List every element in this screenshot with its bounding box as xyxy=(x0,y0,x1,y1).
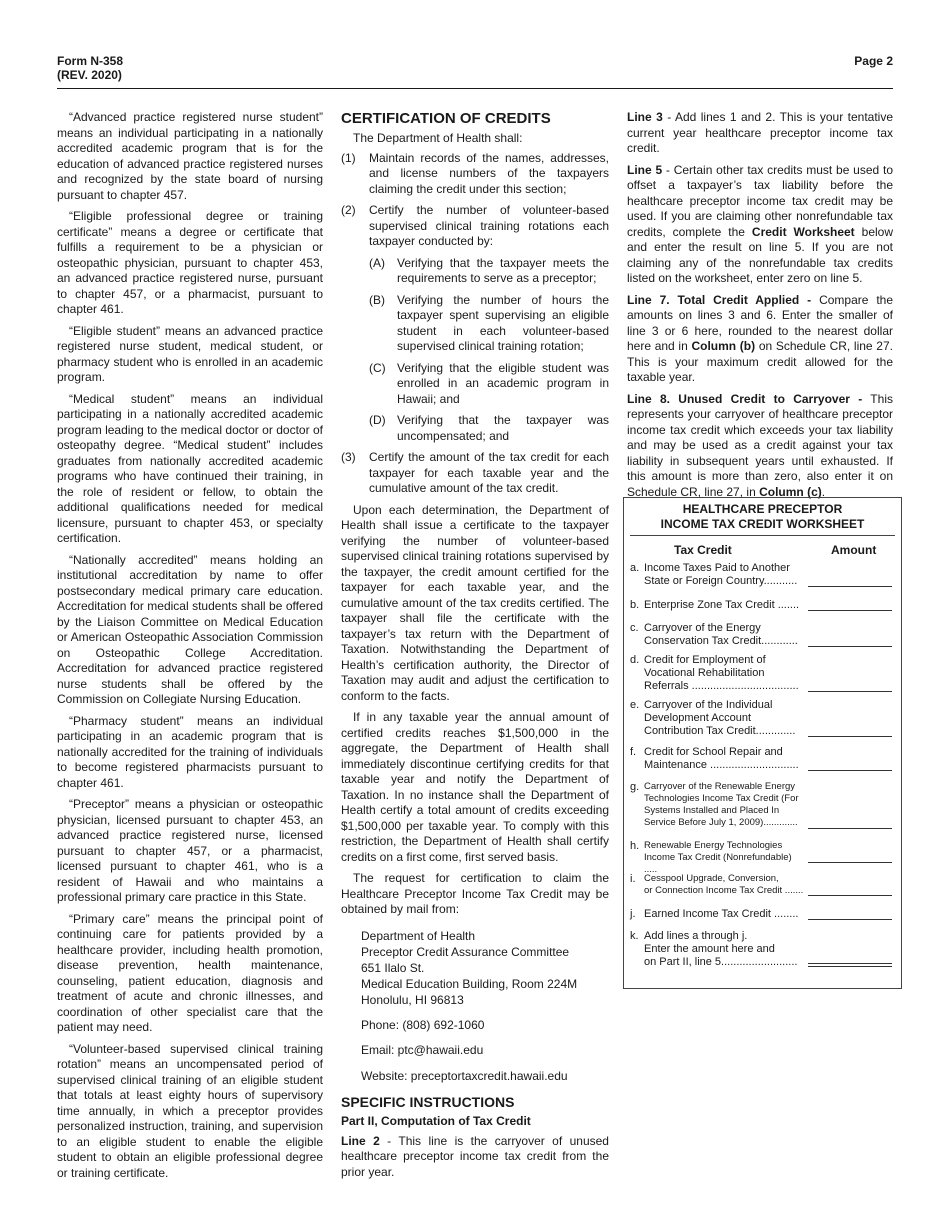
contact-phone: Phone: (808) 692-1060 xyxy=(361,1017,485,1032)
list-item: (3) Certify the amount of the tax credit for each taxpayer for each taxable year and the cumulative amount of the tax credit. xyxy=(341,450,609,495)
definition-paragraph: “Eligible student” means an advanced practice registered nurse student, medical student, or pharmacy student who is enrolled in an academic program. xyxy=(57,323,323,384)
credit-worksheet: HEALTHCARE PRECEPTOR INCOME TAX CREDIT WORKSHEET Tax Credit Amount a. Income Taxes Paid to Another State or Foreign Country........... b. Enterprise Zone Tax Credit ....... c. Carryover of the Energy Conservation Tax Credit............ d. Credit for Employment of Vocational Rehabilitation Referrals ................................... e. Carryover of the Individual Development Account Contribution Tax Credit............. f. Credit for School Repair and Maintenance ............................. g. Carryover of the Renewable Energy Technologies Income Tax Credit (For Systems Installed and Placed In Service Before July 1, 2009)............. h. Renewable Energy Technologies Income Tax Credit (Nonrefundable) ..... i. Cesspool Upgrade, Conversion, or Connection Income Tax Credit ....... j. Earned Income Tax Credit ........ k. Add lines a through j. Enter the amount here and on Part II, line 5......................... xyxy=(623,497,902,989)
certification-paragraph: If in any taxable year the annual amount of certified credits reaches $1,500,000 in the aggregate, the Department of Health shall immediately discontinue certifying credits for that taxable year and notify the Department of Taxation. In no instance shall the Department of Health certify a total amount of credits exceeding $1,500,000 per taxable year. To comply with this restriction, the Department of Health shall certify credits on a first come, first served basis. xyxy=(341,710,609,864)
specific-instructions-title: SPECIFIC INSTRUCTIONS xyxy=(341,1094,515,1110)
amount-field[interactable] xyxy=(808,736,892,737)
total-amount-field[interactable] xyxy=(808,963,892,964)
sub-list-item: (C) Verifying that the eligible student was enrolled in an academic program in Hawaii; and xyxy=(369,360,609,406)
definition-paragraph: “Medical student” means an individual participating in a nationally accredited academic program leading to the medical doctor or doctor of osteopathy degree. “Medical student” includes graduates from nationally accredited academic programs who have continued their training, in the role of resident or fellow, to obtain the additional qualifications needed for medical licensure, pursuant to chapter 453, or specialty certification. xyxy=(57,391,323,545)
header-rule xyxy=(57,88,893,89)
sub-list-item: (D) Verifying that the taxpayer was uncompensated; and xyxy=(369,413,609,443)
certification-title: CERTIFICATION OF CREDITS xyxy=(341,110,551,127)
certification-intro: The Department of Health shall: xyxy=(353,131,523,145)
form-revision: (REV. 2020) xyxy=(57,68,122,82)
line2-instruction: Line 2 - This line is the carryover of unused healthcare preceptor income tax credit from the prior year. xyxy=(341,1133,609,1179)
line5-instruction: Line 5 - Certain other tax credits must be used to offset a taxpayer’s tax liability before the healthcare preceptor income tax credit may be used. If you are claiming other nonrefundable tax credits, complete the Credit Worksheet below and enter the result on line 5. If you are not claiming any of the nonrefundable tax credits listed on the worksheet, enter zero on line 5. xyxy=(627,162,893,285)
contact-email[interactable]: Email: ptc@hawaii.edu xyxy=(361,1043,484,1057)
list-item: (1) Maintain records of the names, addresses, and license numbers of the taxpayers claiming the credit under this section; xyxy=(341,150,609,196)
page-number: Page 2 xyxy=(854,54,893,68)
line7-instruction: Line 7. Total Credit Applied - Compare the amounts on lines 3 and 6. Enter the smaller of line 3 or 6 here, rounded to the nearest dollar here and in Column (b) on Schedule CR, line 27. This is your maximum credit allowed for the taxable year. xyxy=(627,292,894,384)
form-header-left xyxy=(57,54,123,82)
certification-column xyxy=(341,110,609,1186)
definition-paragraph: “Primary care” means the principal point of continuing care for patients provided by a healthcare provider, including health promotion, disease prevention, health maintenance, counseling, patient education, diagnosis and treatment of acute and chronic illnesses, and coordination of other specialist care that the patient may need. xyxy=(57,911,323,1034)
line3-instruction: Line 3 - Add lines 1 and 2. This is your tentative current year healthcare preceptor income tax credit. xyxy=(627,110,893,155)
part-heading: Part II, Computation of Tax Credit xyxy=(341,1114,531,1128)
amount-field[interactable] xyxy=(808,770,892,771)
mailing-address: Department of Health Preceptor Credit Assurance Committee 651 Ilalo St. Medical Education Building, Room 224M Honolulu, HI 96813 xyxy=(361,928,578,1007)
worksheet-column-headers xyxy=(624,536,901,560)
instructions-column xyxy=(627,110,893,506)
amount-field[interactable] xyxy=(808,895,892,896)
amount-field[interactable] xyxy=(808,919,892,920)
certification-paragraph: Upon each determination, the Department of Health shall issue a certificate to the taxpayer verifying the number of volunteer-based supervised clinical training rotations supervised by the taxpayer, the credit amount certified for the taxpayer for each taxable year, and the cumulative amount of the tax credits certified. The taxpayer shall file the certificate with the taxpayer’s tax return with the Department of Taxation. Notwithstanding the Department of Health’s certification authority, the Director of Taxation may audit and adjust the certification to conform to the facts. xyxy=(341,502,609,703)
definitions-column xyxy=(57,110,323,1187)
list-item: (2) Certify the number of volunteer-based supervised clinical training rotations each taxpayer conducted by: xyxy=(341,203,609,248)
worksheet-title: HEALTHCARE PRECEPTOR INCOME TAX CREDIT WORKSHEET xyxy=(660,502,865,531)
sub-list-item: (A) Verifying that the taxpayer meets the requirements to serve as a preceptor; xyxy=(369,255,609,285)
amount-field[interactable] xyxy=(808,862,892,863)
definition-paragraph: “Eligible professional degree or training certificate” means a degree or certificate that fulfills a requirement to be a physician or osteopathic physician, pursuant to chapter 453, an advanced practice registered nurse, pursuant to chapter 457, or a pharmacist, pursuant to chapter 461. xyxy=(57,209,323,316)
contact-website[interactable]: Website: preceptortaxcredit.hawaii.edu xyxy=(361,1068,568,1083)
amount-field[interactable] xyxy=(808,691,892,692)
form-number: Form N-358 xyxy=(57,54,124,68)
definition-paragraph: “Preceptor” means a physician or osteopathic physician, licensed pursuant to chapter 453, an advanced practice registered nurse, licensed pursuant to chapter 457, or a pharmacist, licensed pursuant to chapter 461, who is a resident of Hawaii and who maintains a professional primary care practice in this State. xyxy=(57,797,323,904)
tax-credit-header: Tax Credit xyxy=(674,543,732,557)
amount-field[interactable] xyxy=(808,828,892,829)
certification-paragraph: The request for certification to claim the Healthcare Preceptor Income Tax Credit may be obtained by mail from: xyxy=(341,871,609,916)
total-double-rule xyxy=(808,966,892,967)
definition-paragraph: “Volunteer-based supervised clinical training rotation” means an uncompensated period of supervised clinical training of an eligible student that totals at least eighty hours of supervisory time annually, in which a preceptor provides personalized instruction, training, and supervision to an eligible student to enable the eligible student to obtain an eligible professional degree or training certificate. xyxy=(57,1041,323,1180)
definition-paragraph: “Nationally accredited” means holding an institutional accreditation by name to offer postsecondary medical primary care education. Accreditation for medical students shall be offered by the Liaison Committee on Medical Education or American Osteopathic Association Commission on Osteopathic College Accreditation. Accreditation for advanced practice registered nurse students shall be offered by the Commission on Collegiate Nursing Education. xyxy=(57,552,323,706)
amount-field[interactable] xyxy=(808,646,892,647)
definition-paragraph: “Advanced practice registered nurse student” means an individual participating in a nationally accredited academic program that is for the education of advanced practice registered nurses and recognized by the state board of nursing pursuant to chapter 457. xyxy=(57,110,323,202)
sub-list-item: (B) Verifying the number of hours the taxpayer spent supervising an eligible student in each volunteer-based supervised clinical training rotation; xyxy=(369,292,609,353)
definition-paragraph: “Pharmacy student” means an individual participating in an academic program that is nationally accredited for the training of individuals to become registered pharmacists pursuant to chapter 461. xyxy=(57,713,323,790)
line8-instruction: Line 8. Unused Credit to Carryover - This represents your carryover of healthcare preceptor income tax credit which exceeds your tax liability and may be used as a credit against your tax liability in subsequent years until exhausted. If this amount is more than zero, also enter it on Schedule CR, line 27, in Column (c). xyxy=(627,391,893,499)
amount-field[interactable] xyxy=(808,610,892,611)
amount-field[interactable] xyxy=(808,586,892,587)
amount-header: Amount xyxy=(831,543,877,557)
